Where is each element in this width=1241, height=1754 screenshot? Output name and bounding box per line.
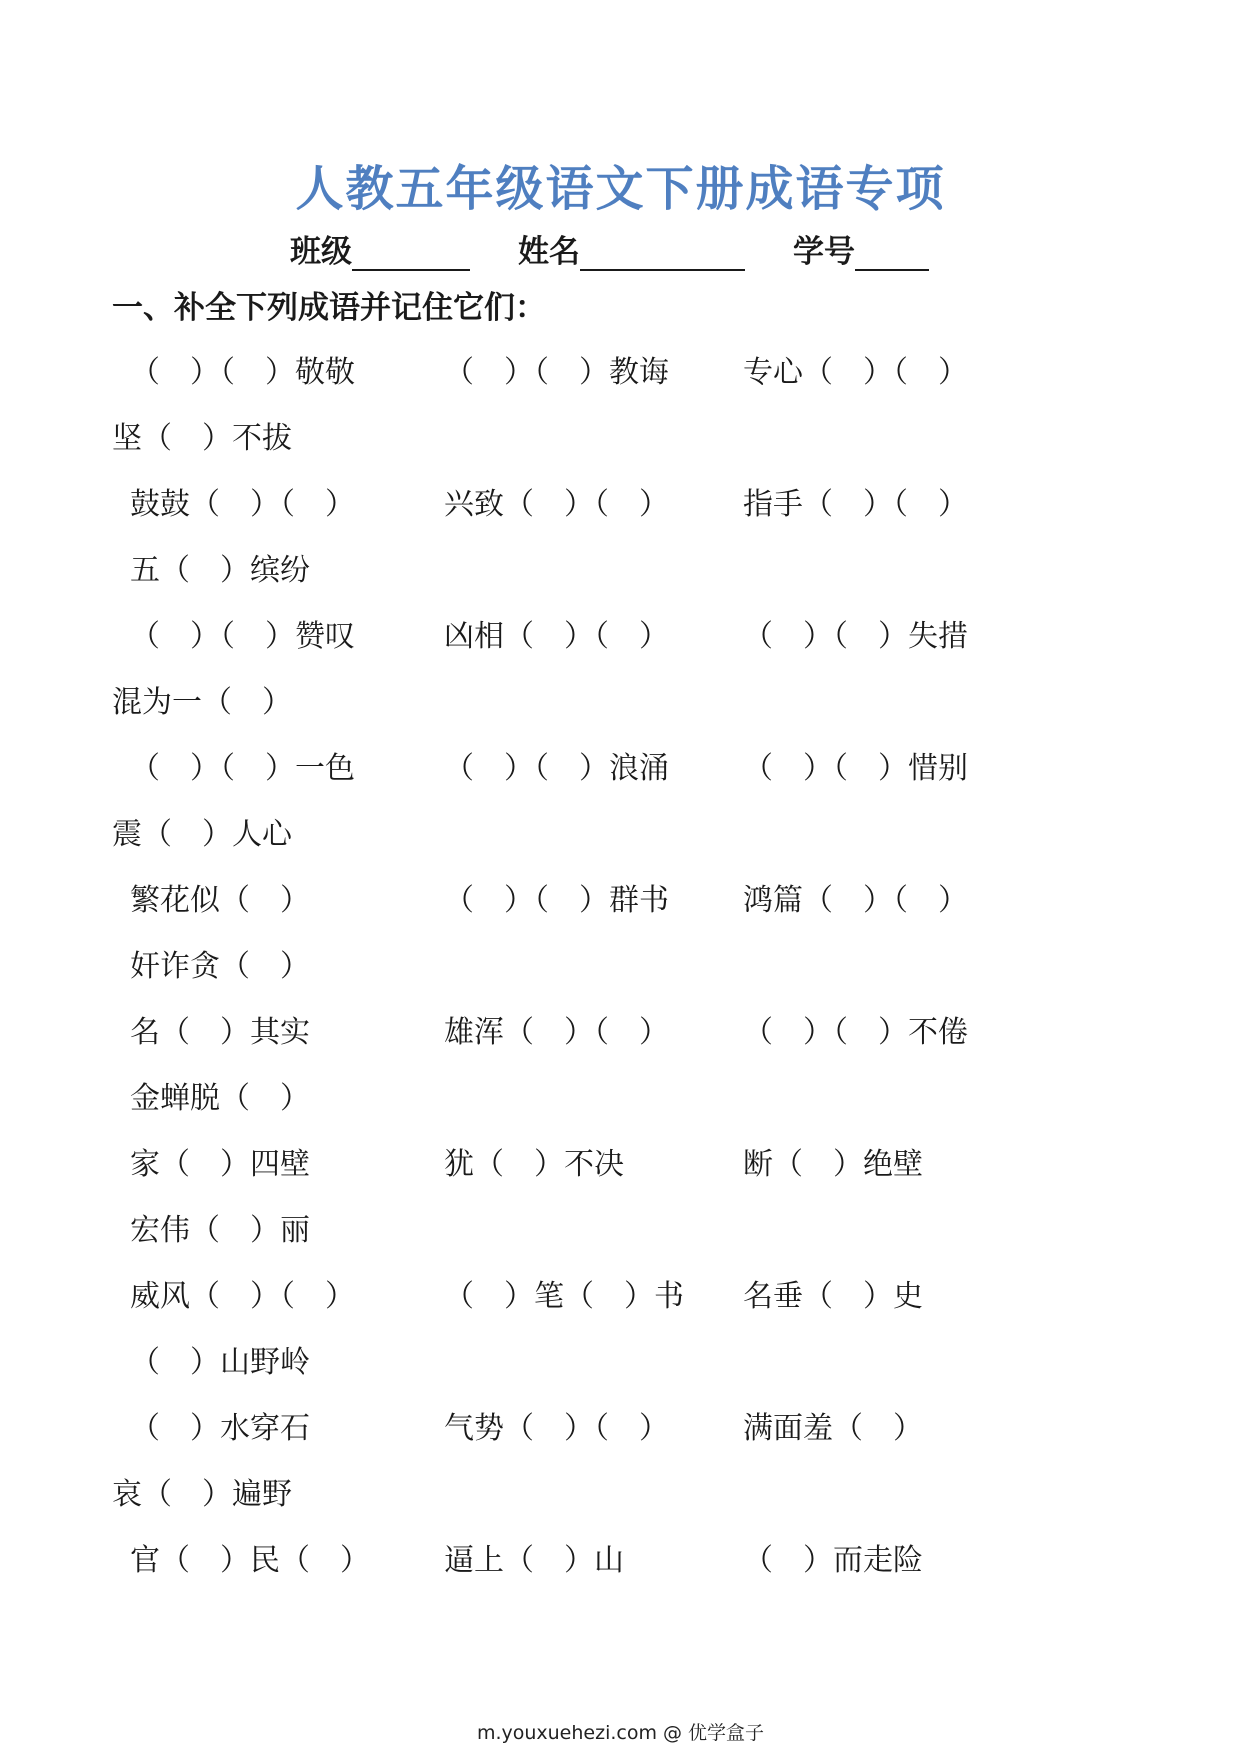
idiom-item: （ ）（ ）群书 <box>444 883 669 918</box>
idiom-item: 家（ ）四壁 <box>130 1147 310 1182</box>
idiom-item: 金蝉脱（ ） <box>130 1081 310 1116</box>
idiom-item: 名垂（ ）史 <box>743 1279 923 1314</box>
idiom-row <box>0 1264 1241 1330</box>
idiom-item: 官（ ）民（ ） <box>130 1543 370 1578</box>
idiom-row <box>0 538 1241 604</box>
idiom-item: （ ）（ ）惜别 <box>743 751 968 786</box>
idiom-item: 指手（ ）（ ） <box>743 487 968 522</box>
idiom-list <box>0 340 1241 1594</box>
idiom-item: 凶相（ ）（ ） <box>444 619 669 654</box>
idiom-item: 满面羞（ ） <box>743 1411 923 1446</box>
idiom-item: 犹（ ）不决 <box>444 1147 624 1182</box>
idiom-item: 兴致（ ）（ ） <box>444 487 669 522</box>
idiom-item: （ ）而走险 <box>743 1543 923 1578</box>
idiom-item: （ ）笔（ ）书 <box>444 1279 684 1314</box>
idiom-item: 坚（ ）不拔 <box>112 421 292 456</box>
idiom-row <box>0 1330 1241 1396</box>
idiom-row <box>0 1396 1241 1462</box>
idiom-item: 混为一（ ） <box>112 685 292 720</box>
idiom-item: （ ）（ ）赞叹 <box>130 619 355 654</box>
idiom-item: （ ）（ ）教诲 <box>444 355 669 390</box>
idiom-row <box>0 604 1241 670</box>
idiom-row <box>0 868 1241 934</box>
name-field <box>518 226 745 271</box>
idiom-row <box>0 1066 1241 1132</box>
idiom-item: 鸿篇（ ）（ ） <box>743 883 968 918</box>
section-heading: 一、补全下列成语并记住它们： <box>112 290 546 326</box>
idiom-item: 逼上（ ）山 <box>444 1543 624 1578</box>
id-blank <box>855 235 929 271</box>
idiom-row <box>0 1198 1241 1264</box>
idiom-item: （ ）水穿石 <box>130 1411 310 1446</box>
id-label: 学号 <box>793 234 855 270</box>
idiom-item: 五（ ）缤纷 <box>130 553 310 588</box>
idiom-row <box>0 340 1241 406</box>
footer-watermark: m.youxuehezi.com @ 优学盒子 <box>476 1722 765 1744</box>
idiom-item: （ ）山野岭 <box>130 1345 310 1380</box>
idiom-item: 奸诈贪（ ） <box>130 949 310 984</box>
idiom-row <box>0 472 1241 538</box>
id-field <box>793 226 929 271</box>
idiom-item: （ ）（ ）失措 <box>743 619 968 654</box>
idiom-item: 雄浑（ ）（ ） <box>444 1015 669 1050</box>
idiom-row <box>0 736 1241 802</box>
idiom-item: 繁花似（ ） <box>130 883 310 918</box>
idiom-row <box>0 802 1241 868</box>
idiom-item: 专心（ ）（ ） <box>743 355 968 390</box>
class-label: 班级 <box>290 234 352 270</box>
idiom-item: 气势（ ）（ ） <box>444 1411 669 1446</box>
idiom-item: 震（ ）人心 <box>112 817 292 852</box>
idiom-item: 哀（ ）遍野 <box>112 1477 292 1512</box>
idiom-item: （ ）（ ）一色 <box>130 751 355 786</box>
idiom-row <box>0 1132 1241 1198</box>
page-title: 人教五年级语文下册成语专项 <box>295 161 946 217</box>
idiom-row <box>0 934 1241 1000</box>
name-label: 姓名 <box>518 234 580 270</box>
idiom-item: 名（ ）其实 <box>130 1015 310 1050</box>
idiom-item: （ ）（ ）不倦 <box>743 1015 968 1050</box>
idiom-item: 宏伟（ ）丽 <box>130 1213 310 1248</box>
idiom-row <box>0 1000 1241 1066</box>
name-blank <box>580 235 745 271</box>
idiom-item: （ ）（ ）敬敬 <box>130 355 355 390</box>
idiom-row <box>0 1462 1241 1528</box>
idiom-row <box>0 1528 1241 1594</box>
student-info-line <box>290 226 929 271</box>
idiom-item: 威风（ ）（ ） <box>130 1279 355 1314</box>
idiom-item: 鼓鼓（ ）（ ） <box>130 487 355 522</box>
idiom-row <box>0 670 1241 736</box>
idiom-row <box>0 406 1241 472</box>
idiom-item: （ ）（ ）浪涌 <box>444 751 669 786</box>
class-blank <box>352 235 470 271</box>
class-field <box>290 226 470 271</box>
idiom-item: 断（ ）绝壁 <box>743 1147 923 1182</box>
